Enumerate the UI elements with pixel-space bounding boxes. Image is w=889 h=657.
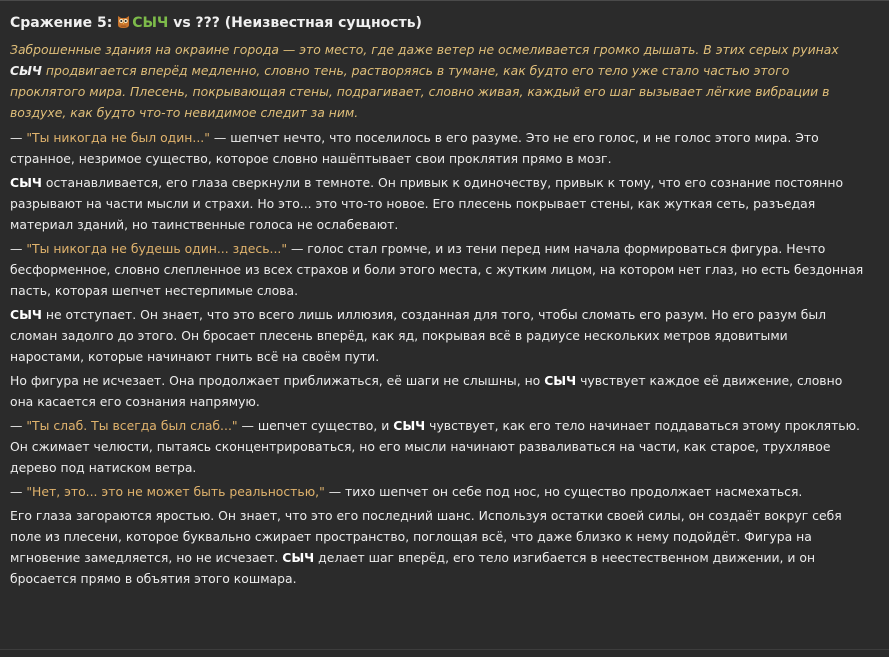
paragraph-text: — шепчет существо, и [237, 418, 394, 433]
paragraph-text: чувствует, как его тело начинает поддаваться этому проклятью. Он сжимает челюсти, пытаясь сконцентрироваться, но его мысли начинают разваливаться на части, как старое, трухлявое дерево под натиском ветра. [10, 418, 860, 475]
paragraph-text: делает шаг вперёд, его тело изгибается в неестественном движении, и он бросается прямо в объятия этого кошмара. [10, 550, 816, 586]
character-name-bold: СЫЧ [393, 418, 426, 433]
paragraph-text: Но фигура не исчезает. Она продолжает приближаться, её шаги не слышны, но [10, 373, 545, 388]
story-paragraph-3 [10, 238, 864, 301]
character-name: СЫЧ [132, 15, 169, 31]
paragraph-text: — тихо шепчет он себе под нос, но существо продолжает насмехаться. [324, 484, 803, 499]
character-name-bold: СЫЧ [282, 550, 315, 565]
battle-title-prefix: Сражение 5: [10, 15, 118, 31]
story-paragraph-2 [10, 172, 864, 235]
dash: — [10, 241, 27, 256]
story-paragraph-5 [10, 370, 864, 412]
paragraph-text: останавливается, его глаза сверкнули в темноте. Он привык к одиночеству, привык к тому, что его сознание постоянно разрывают на части мысли и страхи. Но это... это что-то новое. Его плесень покрывает стены, как жуткая сеть, разъедая материал зданий, но таинственные голоса не ослабевают. [10, 175, 844, 232]
story-paragraph-8 [10, 505, 864, 589]
story-message [10, 13, 864, 592]
paragraph-text: не отступает. Он знает, что это всего лишь иллюзия, созданная для того, чтобы сломать его разум. Но его разум был сломан задолго до этого. Он бросает плесень вперёд, как яд, покрывая всё в радиусе нескольких метров ядовитыми наростами, которые начинают гнить всё на своём пути. [10, 307, 827, 364]
story-paragraph-4 [10, 304, 864, 367]
story-paragraph-7 [10, 481, 864, 502]
battle-title-suffix: vs ??? (Неизвестная сущность) [168, 15, 422, 31]
dialogue-quote: "Нет, это... это не может быть реальностью," [26, 484, 325, 499]
dash: — [10, 418, 27, 433]
paragraph-text: Его глаза загораются яростью. Он знает, что это его последний шанс. Используя остатки своей силы, он создаёт вокруг себя поле из плесени, которое буквально сжирает пространство, поглощая всё, что даже близко к нему подойдёт. Фигура на мгновение замедляется, но не исчезает. [10, 508, 842, 565]
paragraph-text: чувствует каждое её движение, словно она касается его сознания напрямую. [10, 373, 843, 409]
intro-text-1: Заброшенные здания на окраине города — это место, где даже ветер не осмеливается громко дышать. В этих серых руинах [10, 42, 839, 57]
dash: — [10, 484, 27, 499]
story-paragraph-1 [10, 127, 864, 169]
dialogue-quote: "Ты никогда не будешь один... здесь..." [26, 241, 288, 256]
paragraph-text: — шепчет нечто, что поселилось в его разуме. Это не его голос, и не голос этого мира. Это странное, незримое существо, которое словно нашёптывает свои проклятия прямо в мозг. [10, 130, 819, 166]
intro-paragraph [10, 39, 864, 123]
battle-title [10, 13, 864, 33]
story-paragraph-6 [10, 415, 864, 478]
paragraph-text: — голос стал громче, и из тени перед ним начала формироваться фигура. Нечто бесформенное, словно слепленное из всех страхов и боли этого места, с жутким лицом, на котором нет глаз, но есть бездонная пасть, которая шепчет нестерпимые слова. [10, 241, 864, 298]
character-name-bold: СЫЧ [10, 175, 42, 190]
intro-character-name: СЫЧ [10, 63, 42, 78]
character-name-bold: СЫЧ [544, 373, 577, 388]
bottom-divider [0, 649, 889, 650]
dialogue-quote: "Ты никогда не был один..." [26, 130, 210, 145]
dash: — [10, 130, 27, 145]
intro-text-2: продвигается вперёд медленно, словно тень, растворяясь в тумане, как будто его тело уже стало частью этого проклятого мира. Плесень, покрывающая стены, подрагивает, словно живая, каждый его шаг вызывает лёгкие вибрации в воздухе, как будто что-то невидимое следит за ним. [10, 63, 830, 120]
character-name-bold: СЫЧ [10, 307, 42, 322]
dialogue-quote: "Ты слаб. Ты всегда был слаб..." [26, 418, 238, 433]
owl-icon [117, 14, 130, 29]
